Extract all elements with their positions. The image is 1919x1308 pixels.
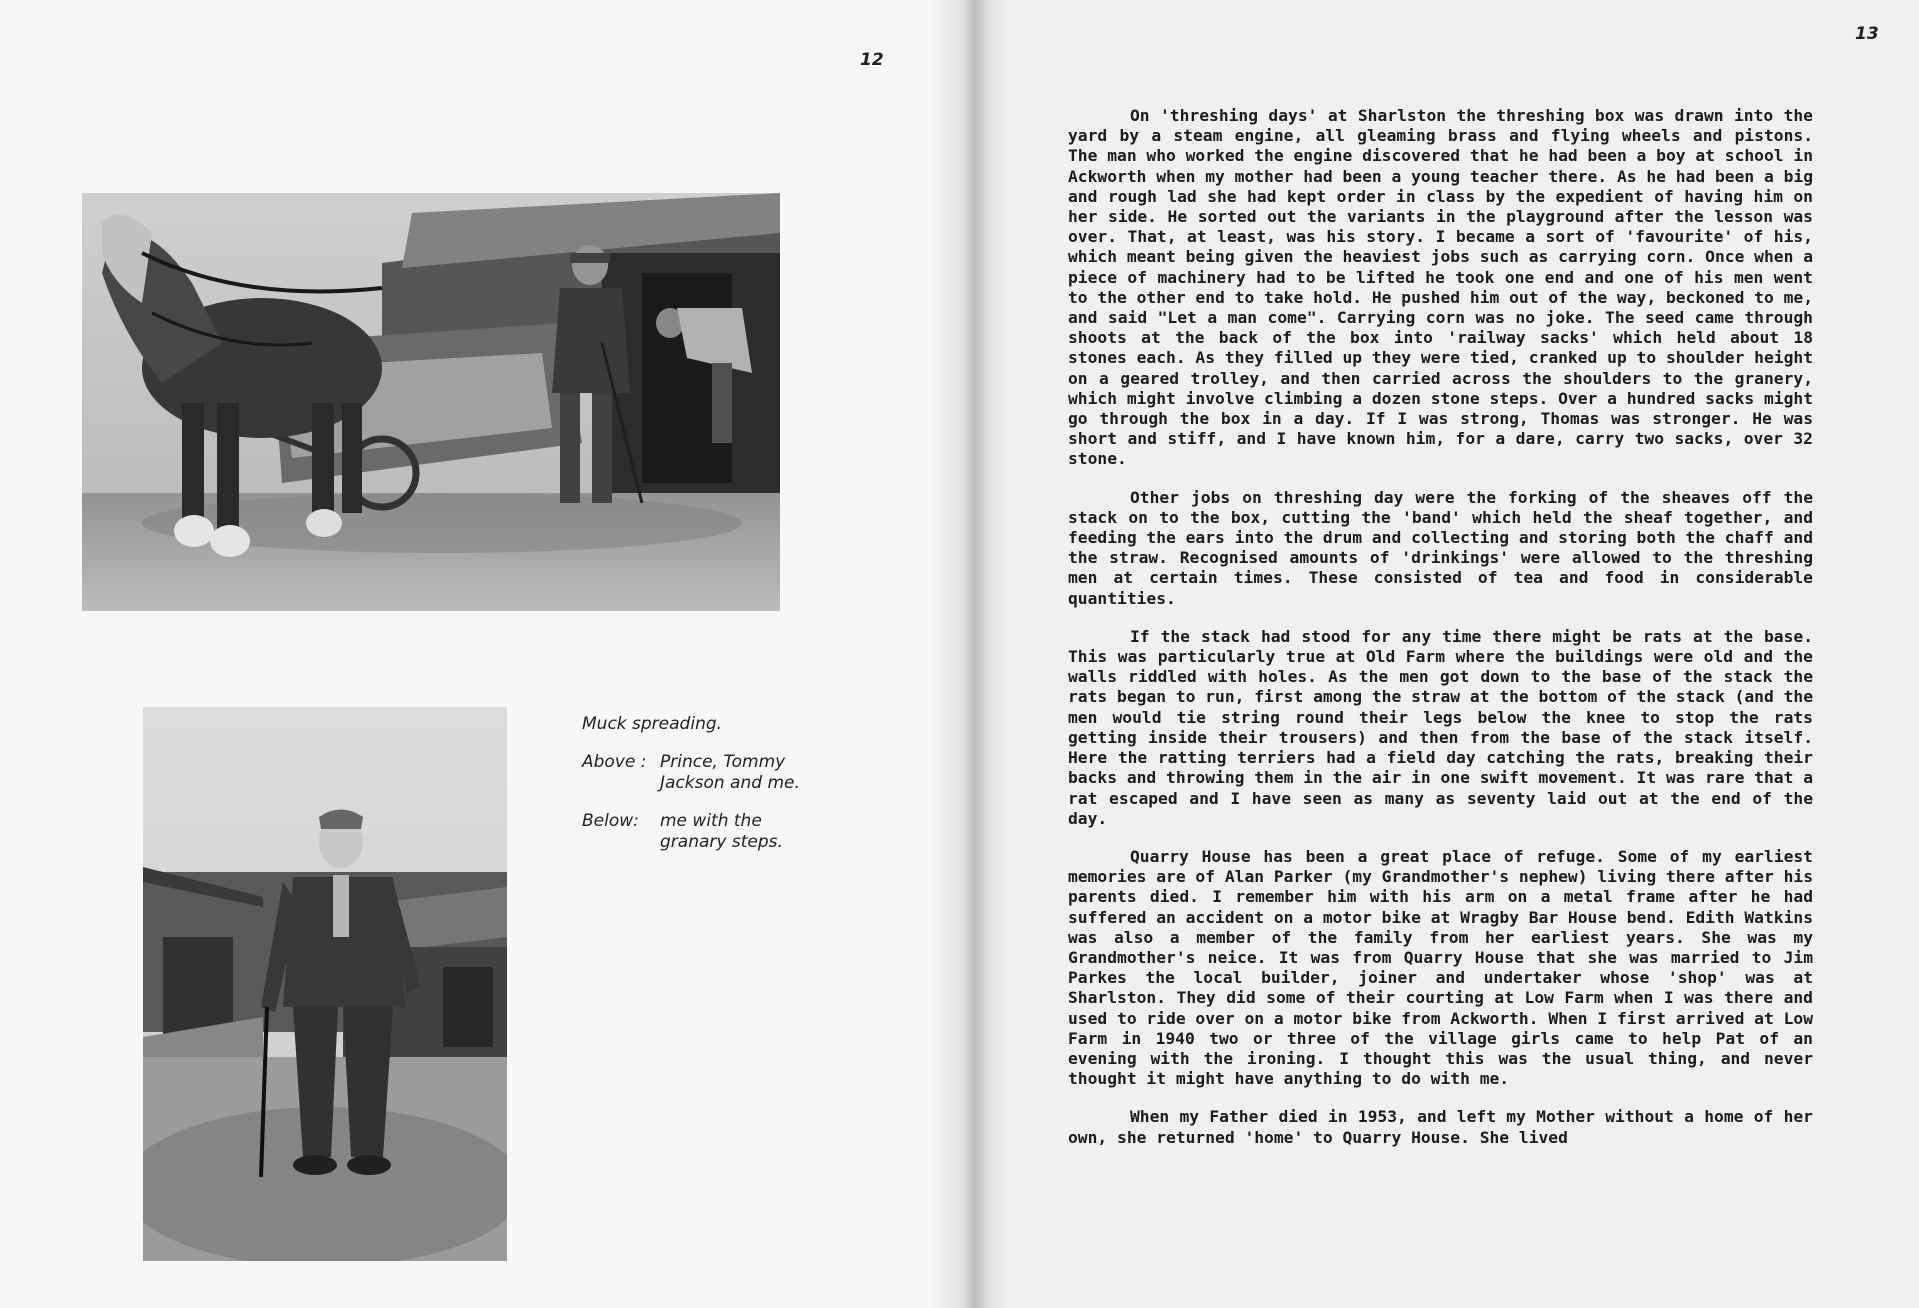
article-body — [1068, 106, 1813, 1166]
caption-below-text-1: me with the — [660, 811, 762, 831]
page-number-left: 12 — [860, 50, 884, 70]
caption-below-text-2: granary steps. — [660, 832, 783, 852]
book-gutter-shadow — [930, 0, 1010, 1308]
caption-above — [582, 752, 862, 794]
caption-title: Muck spreading. — [582, 714, 723, 734]
photo-granary-steps — [143, 707, 507, 1261]
caption-below-label: Below: — [582, 811, 639, 831]
photo-captions — [582, 714, 862, 870]
photo-horse-and-cart-image — [82, 193, 780, 611]
paragraph-father-died: When my Father died in 1953, and left my Mother without a home of her own, she returned 'home' to Quarry House. She lived — [1068, 1107, 1813, 1147]
page-number-right: 13 — [1855, 24, 1879, 44]
caption-below — [582, 811, 862, 853]
photo-horse-and-cart — [82, 193, 780, 611]
photo-granary-steps-image — [143, 707, 507, 1261]
paragraph-threshing-days: On 'threshing days' at Sharlston the threshing box was drawn into the yard by a steam engine, all gleaming brass and flying wheels and pistons. The man who worked the engine discovered that he had been a boy at school in Ackworth when my mother had been a young teacher there. As he had been a big and rough lad she had kept order in class by the expedient of having him on her side. He sorted out the variants in the playground after the lesson was over. That, at least, was his story. I became a sort of 'favourite' of his, which meant being given the heaviest jobs such as carrying corn. Once when a piece of machinery had to be lifted he took one end and one of his men went to the other end to take hold. He pushed him out of the way, beckoned to me, and said "Let a man come". Carrying corn was no joke. The seed came through shoots at the back of the box into 'railway sacks' which held about 18 stones each. As they filled up they were tied, cranked up to shoulder height on a geared trolley, and then carried across the shoulders to the granery, which might involve climbing a dozen stone steps. Over a hundred sacks might go through the box in a day. If I was strong, Thomas was stronger. He was short and stiff, and I have known him, for a dare, carry two sacks, over 32 stone. — [1068, 106, 1813, 469]
caption-above-text-1: Prince, Tommy — [660, 752, 786, 772]
caption-above-label: Above : — [582, 752, 647, 772]
paragraph-other-jobs: Other jobs on threshing day were the forking of the sheaves off the stack on to the box, cutting the 'band' which held the sheaf together, and feeding the ears into the drum and collecting and storing both the chaff and the straw. Recognised amounts of 'drinkings' were allowed to the threshing men at certain times. These consisted of tea and food in considerable quantities. — [1068, 487, 1813, 608]
caption-above-text-2: Jackson and me. — [660, 773, 800, 793]
paragraph-quarry-house: Quarry House has been a great place of refuge. Some of my earliest memories are of Alan Parker (my Grandmother's nephew) living there after his parents died. I remember him with his arm on a metal frame after he had suffered an accident on a motor bike at Wragby Bar House bend. Edith Watkins was also a member of the family from her earliest years. She was my Grandmother's neice. It was from Quarry House that she was married to Jim Parkes the local builder, joiner and undertaker whose 'shop' was at Sharlston. They did some of their courting at Low Farm when I was there and used to ride over on a motor bike from Ackworth. When I first arrived at Low Farm in 1940 two or three of the village girls came to help Pat of an evening with the ironing. I thought this was the usual thing, and never thought it might have anything to do with me. — [1068, 846, 1813, 1089]
paragraph-rats: If the stack had stood for any time there might be rats at the base. This was particularly true at Old Farm where the buildings were old and the walls riddled with holes. As the men got down to the base of the stack the rats began to run, first among the straw at the bottom of the stack (and the men would tie string round their legs below the knee to stop the rats getting inside their trousers) and then from the base of the stack itself. Here the ratting terriers had a field day catching the rats, breaking their backs and throwing them in the air in one swift movement. It was rare that a rat escaped and I have seen as many as seventy laid out at the end of the day. — [1068, 626, 1813, 828]
right-page — [965, 0, 1919, 1308]
